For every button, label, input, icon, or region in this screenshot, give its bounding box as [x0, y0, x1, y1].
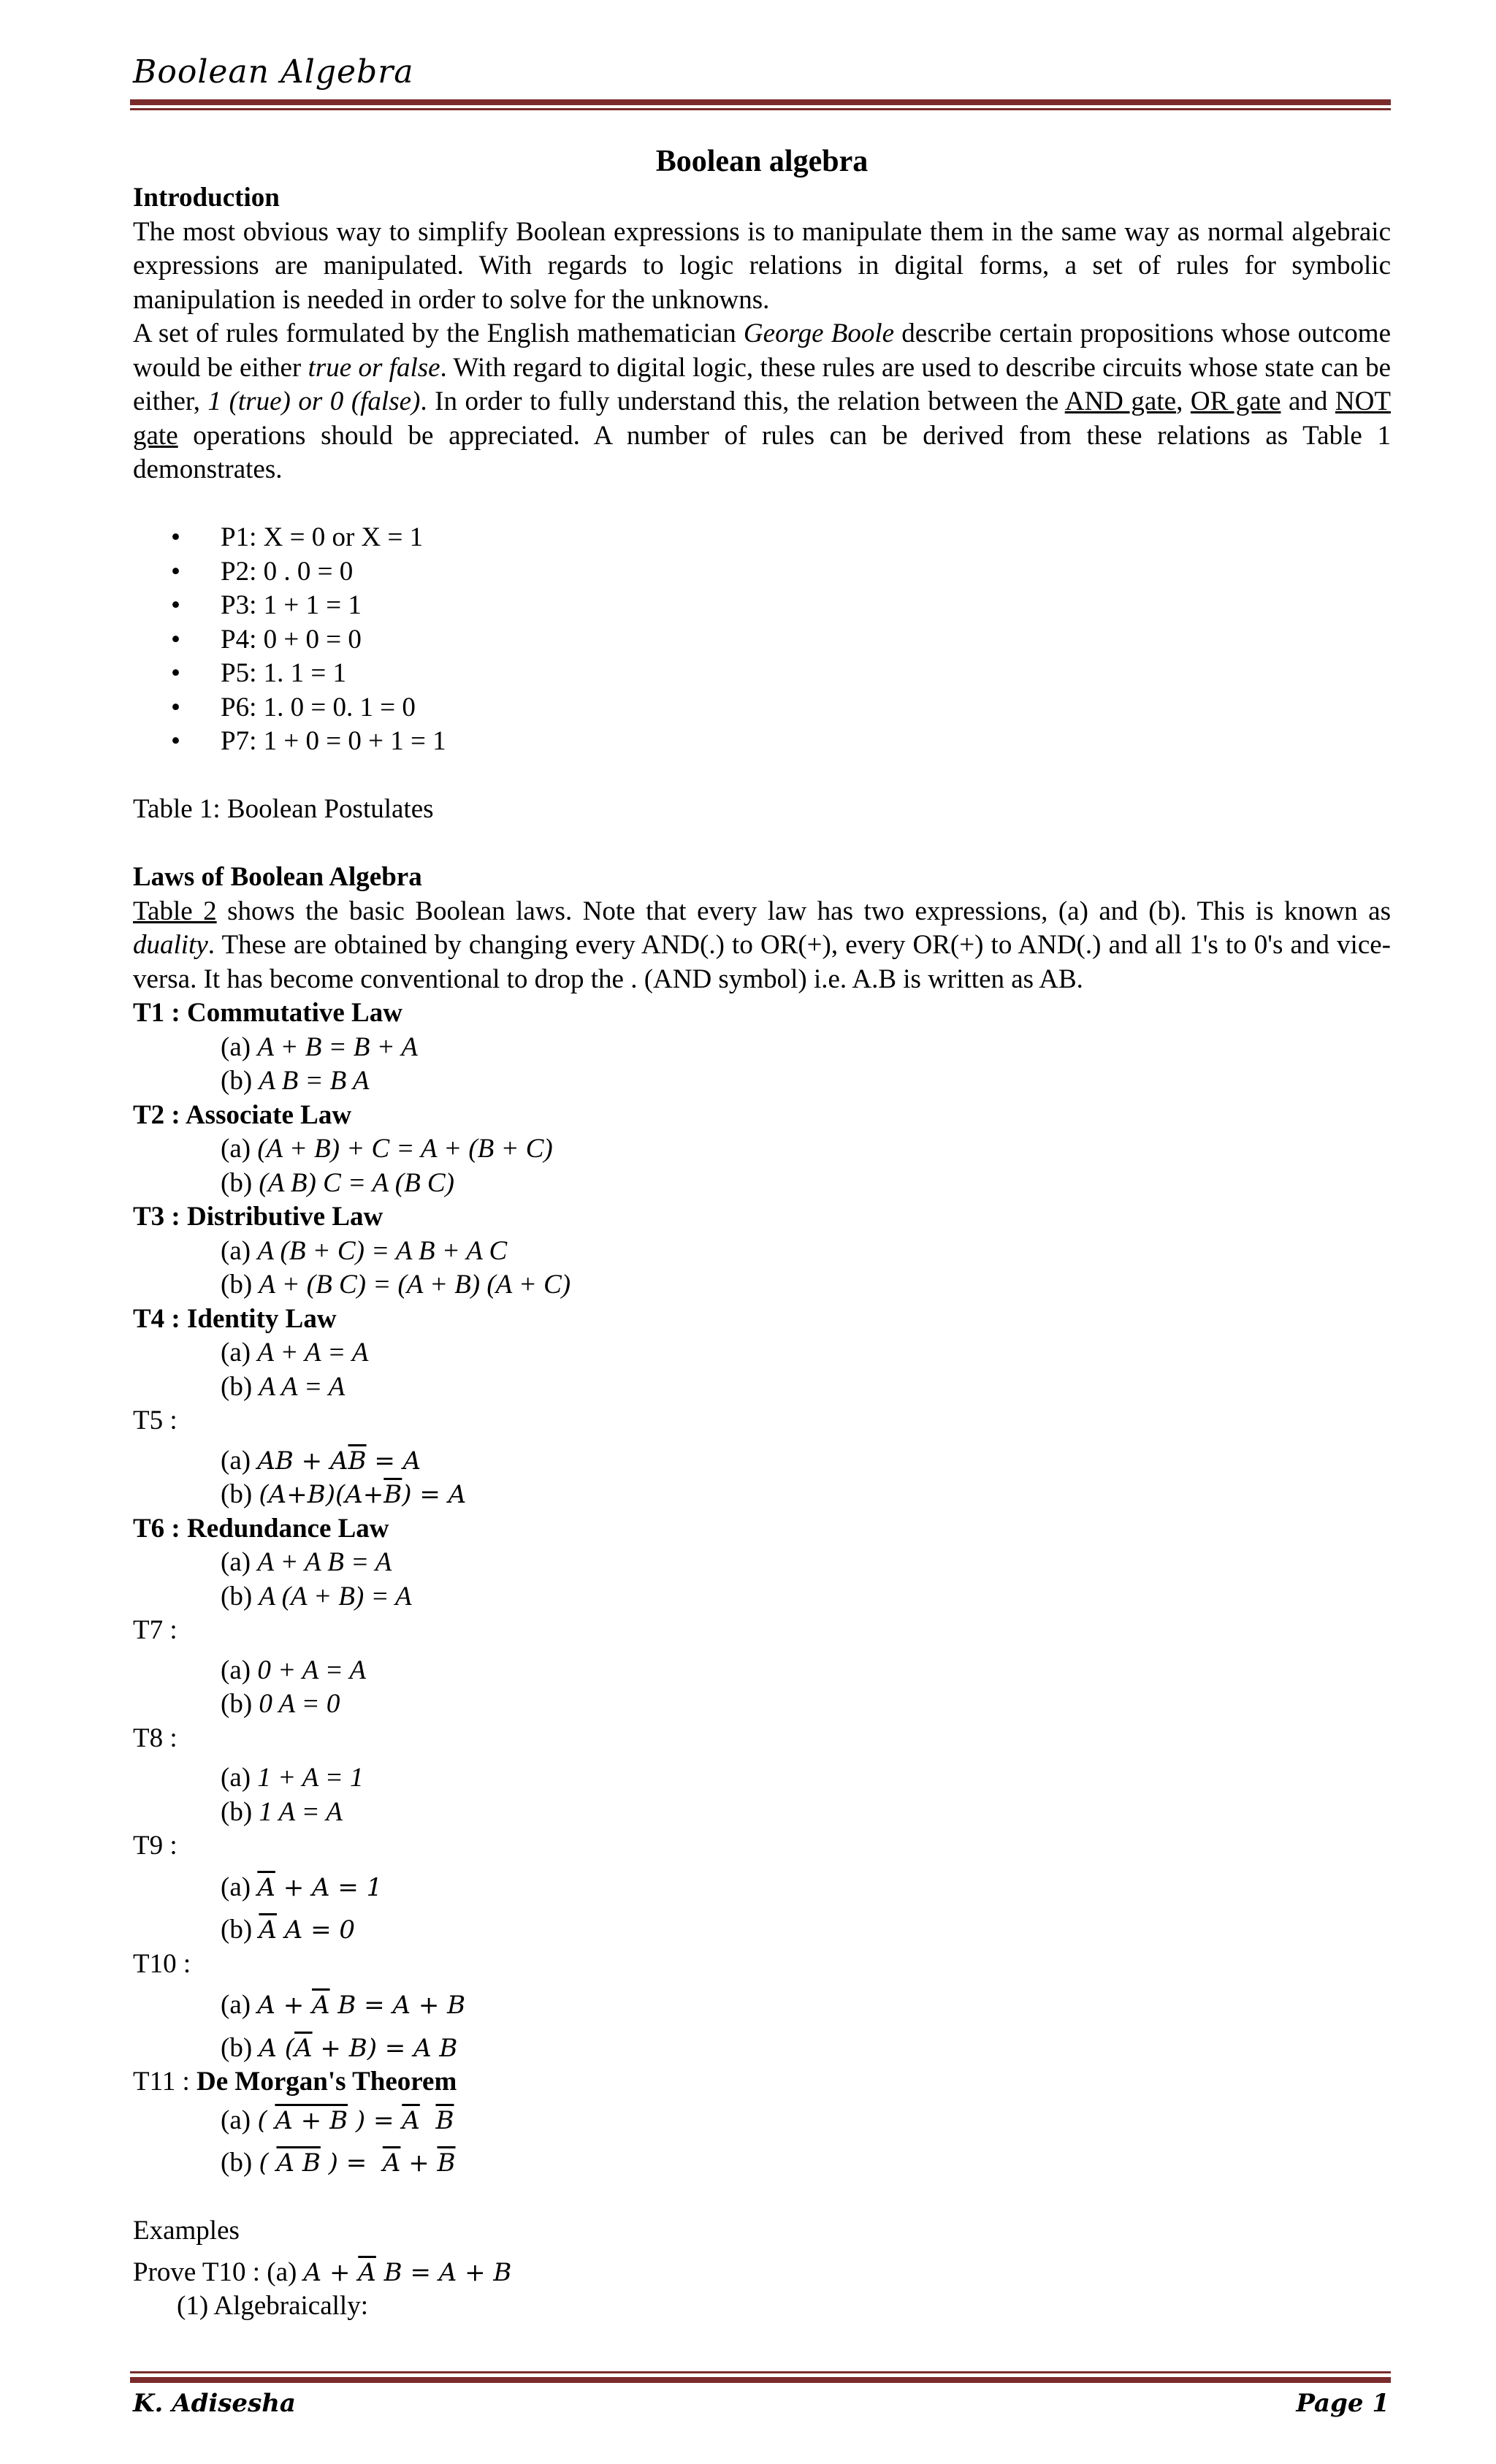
- expression: A + A B = A: [257, 1547, 392, 1577]
- laws-paragraph: [133, 895, 1391, 997]
- laws-heading: Laws of Boolean Algebra: [133, 862, 422, 892]
- expression: 1 A = A: [259, 1796, 343, 1827]
- law-t4-b: [133, 1370, 1391, 1405]
- label-b: (b): [221, 1796, 259, 1827]
- footer-rule-thick: [130, 2377, 1391, 2383]
- label-b: (b): [221, 1689, 259, 1719]
- label-a: (a): [221, 1547, 258, 1577]
- law-t6-b: [133, 1580, 1391, 1614]
- label-a: (a): [221, 1235, 258, 1266]
- law-t7-b: [133, 1687, 1391, 1722]
- footer-author: K. Adisesha: [133, 2389, 296, 2418]
- label-a: (a): [221, 1031, 258, 1062]
- label-b: (b): [221, 1479, 259, 1509]
- formula-prove-t10: $A + \overline{A}$ B = A + B: [303, 2257, 512, 2287]
- formula-t11-b: ( A B ) = $\overline{A} + \overline{B}$: [259, 2148, 456, 2178]
- or-gate-link[interactable]: OR gate: [1190, 386, 1281, 416]
- label-a: (a): [221, 1763, 258, 1793]
- label-a: (a): [221, 1445, 258, 1476]
- expression: 0 A = 0: [259, 1689, 340, 1719]
- label-a: (a): [221, 1338, 258, 1368]
- label-b: (b): [221, 1915, 259, 1945]
- law-t1-heading: T1 : Commutative Law: [133, 998, 402, 1028]
- law-t4-a: [133, 1336, 1391, 1370]
- law-t8-b: [133, 1796, 1391, 1830]
- formula-t11-a: ( A + B ) = $\overline{A}$ $\overline{B}$: [257, 2105, 454, 2135]
- label-b: (b): [221, 1581, 259, 1611]
- list-item: • P6: 1. 0 = 0. 1 = 0: [221, 691, 1391, 725]
- label-b: (b): [221, 2032, 259, 2063]
- header-title: Boolean Algebra: [133, 53, 414, 91]
- label-b: (b): [221, 1371, 259, 1402]
- formula-t9-b: $\overline{A}$ A = 0: [259, 1915, 356, 1945]
- true-or-false: true or false: [308, 352, 440, 383]
- table2-link[interactable]: Table 2: [133, 896, 217, 926]
- intro-paragraph-1: The most obvious way to simplify Boolean expressions is to manipulate them in the same way as normal algebraic expressions are manipulated. With regards to logic relations in digital forms, a set of rules for symbolic manipulation is needed in order to solve for the unknowns.: [133, 216, 1391, 315]
- law-t9-heading: T9 :: [133, 1831, 178, 1861]
- law-t9-b: [133, 1913, 1391, 1948]
- law-t11-title: De Morgan's Theorem: [196, 2067, 457, 2097]
- label-a: (a): [221, 1872, 258, 1902]
- footer-rule-thin: [130, 2371, 1391, 2373]
- intro-heading: Introduction: [133, 183, 280, 213]
- law-t1-a: [133, 1031, 1391, 1065]
- examples-heading: Examples: [133, 2216, 240, 2246]
- algebraically-line: (1) Algebraically:: [177, 2291, 368, 2321]
- law-t7-heading: T7 :: [133, 1615, 178, 1645]
- not-gate-link[interactable]: NOT gate: [133, 386, 1391, 451]
- law-t6-heading: T6 : Redundance Law: [133, 1513, 389, 1544]
- label-a: (a): [221, 1990, 258, 2020]
- expression: (A + B) + C = A + (B + C): [257, 1134, 553, 1164]
- page-footer: [133, 2389, 1389, 2430]
- law-t3-b: [133, 1268, 1391, 1302]
- law-t9-a: [133, 1871, 1391, 1905]
- formula-t5-a: AB + $A\overline{B} = A$: [257, 1446, 421, 1476]
- law-t2-a: [133, 1132, 1391, 1167]
- list-item: • P4: 0 + 0 = 0: [221, 623, 1391, 657]
- law-t10-b: [133, 2032, 1391, 2066]
- law-t3-heading: T3 : Distributive Law: [133, 1202, 383, 1232]
- expression: (A B) C = A (B C): [259, 1167, 454, 1198]
- label-a: (a): [221, 1655, 258, 1685]
- document-title: Boolean algebra: [655, 145, 869, 178]
- expression: A B = B A: [259, 1066, 370, 1096]
- laws-text: . These are obtained by changing every AND(.) to OR(+), every OR(+) to AND(.) and all 1's to 0's and vice-versa. It has become conventional to drop the . (AND symbol) i.e. A.B is written as AB.: [133, 930, 1391, 994]
- expression: A A = A: [259, 1371, 346, 1402]
- intro-paragraph-2: [133, 317, 1391, 487]
- law-t11-a: [133, 2104, 1391, 2138]
- law-t10-a: [133, 1988, 1391, 2023]
- law-t8-heading: T8 :: [133, 1723, 178, 1753]
- label-b: (b): [221, 1270, 259, 1300]
- label-b: (b): [221, 1066, 259, 1096]
- law-t10-heading: T10 :: [133, 1948, 191, 1979]
- expression: A + A = A: [257, 1338, 369, 1368]
- law-t1-b: [133, 1064, 1391, 1099]
- spacer: [133, 2181, 1391, 2215]
- law-t5-heading: T5 :: [133, 1405, 178, 1435]
- law-t2-heading: T2 : Associate Law: [133, 1099, 352, 1130]
- label-b: (b): [221, 2148, 259, 2178]
- expression: A (A + B) = A: [259, 1581, 412, 1611]
- list-item: • P2: 0 . 0 = 0: [221, 555, 1391, 590]
- list-item: • P3: 1 + 1 = 1: [221, 589, 1391, 623]
- formula-t5-b: $(A+B)(A+\overline{B}) = A$: [259, 1480, 467, 1509]
- label-b: (b): [221, 1167, 259, 1198]
- and-gate-link[interactable]: AND gate: [1064, 386, 1177, 416]
- formula-t10-b: A $(\overline{A} + B) = A$ B: [259, 2033, 458, 2063]
- page-number: Page 1: [1296, 2389, 1389, 2418]
- spacer: [133, 759, 1391, 793]
- intro-text: operations should be appreciated. A number of rules can be derived from these relations as Table 1 demonstrates.: [133, 420, 1391, 484]
- list-item: • P7: 1 + 0 = 0 + 1 = 1: [221, 725, 1391, 759]
- law-t5-b: [133, 1478, 1391, 1512]
- spacer: [133, 487, 1391, 522]
- law-t6-a: [133, 1546, 1391, 1580]
- expression: A + (B C) = (A + B) (A + C): [259, 1270, 571, 1300]
- expression: 1 + A = 1: [257, 1763, 364, 1793]
- label-a: (a): [221, 1134, 258, 1164]
- page-header: [133, 51, 1389, 94]
- law-t11-b: [133, 2146, 1391, 2181]
- intro-text: . With regard to digital logic, these rules are used to describe circuits whose state can be either,: [133, 352, 1391, 416]
- law-t3-a: [133, 1235, 1391, 1269]
- formula-t9-a: $\overline{A} + A = 1$: [257, 1872, 383, 1902]
- label-a: (a): [221, 2105, 258, 2135]
- law-t11-prefix: T11 :: [133, 2067, 197, 2097]
- duality-term: duality: [133, 930, 208, 960]
- intro-text: . In order to fully understand this, the relation between the: [420, 386, 1065, 416]
- law-t8-a: [133, 1761, 1391, 1796]
- expression: A (B + C) = A B + A C: [257, 1235, 508, 1266]
- intro-text: A set of rules formulated by the English mathematician: [133, 319, 744, 348]
- intro-text: describe certain propositions whose outcome would be either: [133, 319, 1391, 383]
- law-t7-a: [133, 1654, 1391, 1688]
- george-boole: George Boole: [743, 319, 895, 348]
- expression: 0 + A = A: [257, 1655, 366, 1685]
- prove-line: [133, 2256, 1391, 2290]
- law-t4-heading: T4 : Identity Law: [133, 1303, 337, 1334]
- expression: A + B = B + A: [257, 1031, 418, 1062]
- intro-text: ,: [1176, 386, 1191, 416]
- header-rule-thick: [130, 99, 1391, 105]
- prove-text: Prove T10 : (a): [133, 2257, 304, 2287]
- table1-caption: Table 1: Boolean Postulates: [133, 794, 434, 824]
- postulates-list: [133, 521, 1391, 759]
- document-body: [133, 139, 1391, 2324]
- list-item: • P1: X = 0 or X = 1: [221, 521, 1391, 555]
- list-item: • P5: 1. 1 = 1: [221, 657, 1391, 691]
- law-t5-a: [133, 1444, 1391, 1479]
- laws-text: shows the basic Boolean laws. Note that every law has two expressions, (a) and (b). This is known as: [216, 896, 1391, 926]
- law-t2-b: [133, 1167, 1391, 1201]
- intro-text: and: [1281, 386, 1335, 416]
- header-rule-thin: [130, 108, 1391, 110]
- states-text: 1 (true) or 0 (false): [207, 386, 421, 416]
- formula-t10-a: $A + \overline{A}$ B = A + B: [257, 1991, 466, 2020]
- spacer: [133, 827, 1391, 861]
- law-t11-heading: [133, 2065, 1391, 2099]
